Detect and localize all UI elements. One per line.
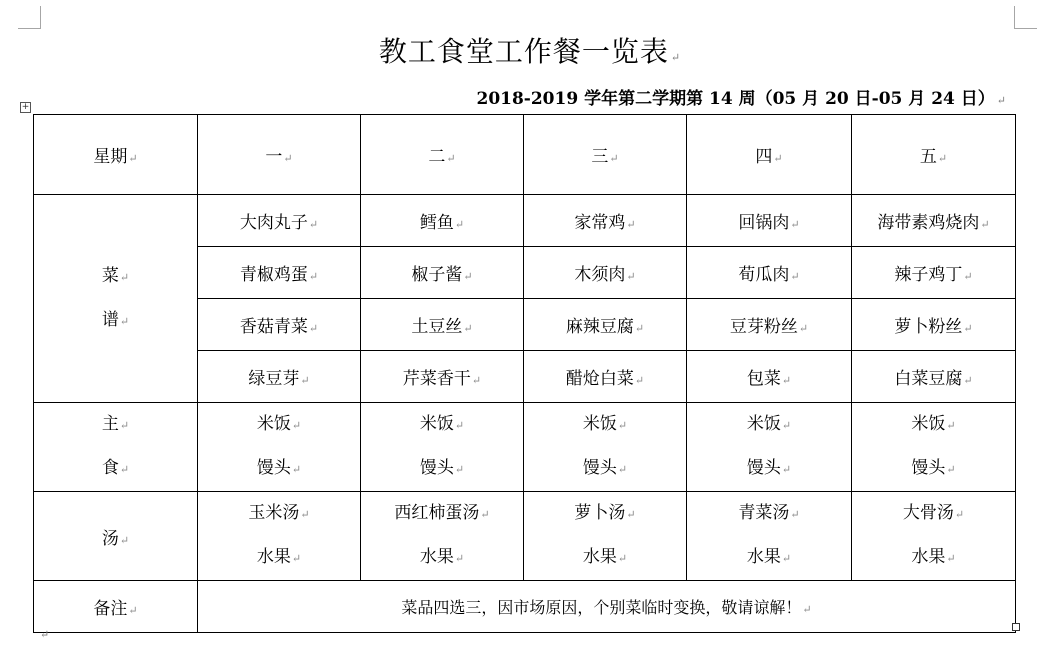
staple-label-cell-line bbox=[34, 403, 197, 447]
paragraph-mark-icon: ↵ bbox=[617, 463, 628, 476]
dish-cell[interactable] bbox=[524, 195, 687, 247]
dish-cell-text: 辣子鸡丁 bbox=[894, 265, 963, 285]
staple-cell-text: 馒头 bbox=[582, 458, 617, 478]
paragraph-mark-icon: ↵ bbox=[119, 463, 130, 476]
soup-cell-text: 水果 bbox=[746, 547, 781, 567]
header-day-cell[interactable] bbox=[524, 115, 687, 195]
note-text-cell-text: 菜品四选三，因市场原因，个别菜临时变换，敬请谅解！ bbox=[401, 598, 802, 617]
soup-cell-text: 玉米汤 bbox=[248, 503, 300, 523]
dish-cell-text: 萝卜粉丝 bbox=[894, 317, 963, 337]
staple-row bbox=[34, 403, 1016, 492]
dish-cell[interactable] bbox=[687, 247, 852, 299]
dishes-label-cell[interactable] bbox=[34, 195, 198, 403]
dishes-label-cell-line bbox=[34, 255, 197, 299]
dish-cell-text: 土豆丝 bbox=[411, 317, 463, 337]
dish-cell[interactable] bbox=[852, 299, 1016, 351]
staple-cell-text: 米饭 bbox=[419, 414, 454, 434]
note-label-cell-text: 备注 bbox=[93, 599, 128, 619]
soup-label-cell[interactable] bbox=[34, 492, 198, 581]
dish-cell[interactable] bbox=[198, 195, 361, 247]
paragraph-mark-icon: ↵ bbox=[300, 374, 310, 387]
paragraph-mark-icon: ↵ bbox=[798, 322, 809, 335]
dish-cell[interactable] bbox=[524, 351, 687, 403]
paragraph-mark-icon: ↵ bbox=[781, 463, 792, 476]
dish-cell[interactable] bbox=[198, 247, 361, 299]
dish-cell-text: 包菜 bbox=[746, 369, 781, 389]
paragraph-mark-icon: ↵ bbox=[617, 419, 628, 432]
dish-cell-text: 醋炝白菜 bbox=[565, 369, 634, 389]
page-margin-corner-top-right bbox=[1014, 6, 1037, 29]
paragraph-mark-icon: ↵ bbox=[996, 94, 1006, 107]
paragraph-mark-icon: ↵ bbox=[946, 419, 956, 432]
paragraph-mark-icon: ↵ bbox=[946, 552, 956, 565]
staple-cell-text: 馒头 bbox=[746, 458, 781, 478]
paragraph-mark-icon: ↵ bbox=[454, 419, 465, 432]
dish-row bbox=[34, 195, 1016, 247]
header-weekday-label[interactable] bbox=[34, 115, 198, 195]
document-subtitle-text: 2018-2019 学年第二学期第 14 周（05 月 20 日-05 月 24 日） bbox=[476, 89, 995, 109]
staple-cell-text: 馒头 bbox=[911, 458, 946, 478]
paragraph-mark-icon: ↵ bbox=[626, 218, 636, 231]
staple-cell-line bbox=[361, 447, 523, 491]
paragraph-mark-icon: ↵ bbox=[980, 218, 990, 231]
dish-cell-text: 鳕鱼 bbox=[419, 213, 454, 233]
staple-label-cell-text: 食 bbox=[101, 458, 119, 478]
paragraph-mark-icon: ↵ bbox=[626, 270, 636, 283]
dish-cell-text: 麻辣豆腐 bbox=[565, 317, 634, 337]
paragraph-mark-icon: ↵ bbox=[454, 463, 465, 476]
paragraph-mark-icon: ↵ bbox=[308, 218, 319, 231]
staple-cell-text: 馒头 bbox=[256, 458, 291, 478]
note-text-cell[interactable] bbox=[198, 581, 1016, 633]
paragraph-mark-icon: ↵ bbox=[609, 152, 619, 165]
dish-cell[interactable] bbox=[687, 299, 852, 351]
header-day-cell-text: 五 bbox=[919, 147, 937, 167]
staple-cell-line bbox=[524, 447, 686, 491]
header-day-cell-text: 一 bbox=[265, 147, 283, 167]
soup-cell-text: 水果 bbox=[911, 547, 946, 567]
staple-cell-line bbox=[198, 447, 360, 491]
soup-cell[interactable] bbox=[361, 492, 524, 581]
paragraph-mark-icon: ↵ bbox=[463, 322, 473, 335]
staple-cell-line bbox=[852, 403, 1015, 447]
dish-cell-text: 回锅肉 bbox=[738, 213, 790, 233]
staple-cell-text: 馒头 bbox=[419, 458, 454, 478]
paragraph-mark-icon: ↵ bbox=[617, 552, 628, 565]
header-day-cell-text: 三 bbox=[591, 147, 609, 167]
soup-cell[interactable] bbox=[852, 492, 1016, 581]
dish-cell[interactable] bbox=[361, 351, 524, 403]
dish-cell-text: 白菜豆腐 bbox=[894, 369, 963, 389]
dish-cell[interactable] bbox=[687, 195, 852, 247]
staple-cell[interactable] bbox=[524, 403, 687, 492]
paragraph-mark-icon: ↵ bbox=[790, 508, 800, 521]
paragraph-mark-icon: ↵ bbox=[937, 152, 948, 165]
page-margin-corner-top-left bbox=[18, 6, 41, 29]
menu-table bbox=[33, 114, 1016, 633]
dish-cell-text: 绿豆芽 bbox=[248, 369, 300, 389]
staple-label-cell-line bbox=[34, 447, 197, 491]
staple-cell-line bbox=[687, 403, 851, 447]
dish-cell-text: 香菇青菜 bbox=[239, 317, 308, 337]
staple-cell-text: 米饭 bbox=[582, 414, 617, 434]
paragraph-mark-icon: ↵ bbox=[954, 508, 965, 521]
staple-label-cell[interactable] bbox=[34, 403, 198, 492]
header-row bbox=[34, 115, 1016, 195]
paragraph-mark-icon: ↵ bbox=[119, 419, 130, 432]
paragraph-mark-icon: ↵ bbox=[40, 628, 50, 641]
paragraph-mark-icon: ↵ bbox=[963, 270, 973, 283]
dish-cell-text: 海带素鸡烧肉 bbox=[877, 213, 980, 233]
paragraph-mark-icon: ↵ bbox=[283, 152, 293, 165]
dish-cell[interactable] bbox=[524, 247, 687, 299]
dish-cell-text: 青椒鸡蛋 bbox=[239, 265, 308, 285]
soup-cell-text: 水果 bbox=[582, 547, 617, 567]
dish-cell[interactable] bbox=[687, 351, 852, 403]
staple-cell-line bbox=[198, 403, 360, 447]
staple-cell[interactable] bbox=[852, 403, 1016, 492]
header-day-cell-text: 四 bbox=[755, 147, 773, 167]
dish-cell-text: 荀瓜肉 bbox=[738, 265, 790, 285]
soup-cell-text: 萝卜汤 bbox=[574, 503, 626, 523]
header-day-cell[interactable] bbox=[687, 115, 852, 195]
paragraph-mark-icon: ↵ bbox=[781, 374, 792, 387]
soup-cell-line bbox=[687, 492, 851, 536]
dish-cell[interactable] bbox=[361, 299, 524, 351]
soup-cell[interactable] bbox=[687, 492, 852, 581]
header-day-cell[interactable] bbox=[198, 115, 361, 195]
paragraph-mark-icon: ↵ bbox=[308, 322, 319, 335]
staple-cell-line bbox=[852, 447, 1015, 491]
soup-cell-line bbox=[524, 536, 686, 580]
paragraph-mark-icon: ↵ bbox=[291, 552, 302, 565]
paragraph-mark-icon: ↵ bbox=[634, 374, 645, 387]
paragraph-mark-icon: ↵ bbox=[790, 218, 800, 231]
soup-cell-line bbox=[852, 492, 1015, 536]
staple-cell-text: 米饭 bbox=[256, 414, 291, 434]
paragraph-mark-icon: ↵ bbox=[463, 270, 473, 283]
paragraph-mark-icon: ↵ bbox=[781, 419, 792, 432]
note-label-cell[interactable] bbox=[34, 581, 198, 633]
soup-label-cell-text: 汤 bbox=[101, 528, 119, 549]
paragraph-mark-icon: ↵ bbox=[946, 463, 956, 476]
soup-cell-text: 水果 bbox=[256, 547, 291, 567]
paragraph-mark-icon: ↵ bbox=[119, 314, 130, 328]
dish-cell[interactable] bbox=[361, 247, 524, 299]
paragraph-mark-icon: ↵ bbox=[291, 419, 302, 432]
dish-cell-text: 豆芽粉丝 bbox=[729, 317, 798, 337]
table-move-handle-icon[interactable]: + bbox=[21, 102, 30, 112]
paragraph-mark-icon: ↵ bbox=[128, 152, 138, 165]
soup-cell-text: 大骨汤 bbox=[902, 503, 954, 523]
dish-cell[interactable] bbox=[198, 351, 361, 403]
soup-cell-text: 西红柿蛋汤 bbox=[394, 503, 480, 523]
table-resize-handle-icon[interactable] bbox=[1012, 623, 1020, 631]
dish-cell-text: 家常鸡 bbox=[574, 213, 626, 233]
soup-cell-line bbox=[198, 536, 360, 580]
paragraph-mark-icon: ↵ bbox=[119, 533, 130, 547]
soup-cell-line bbox=[361, 536, 523, 580]
paragraph-mark-icon: ↵ bbox=[790, 270, 800, 283]
dish-cell-text: 椒子酱 bbox=[411, 265, 463, 285]
staple-cell[interactable] bbox=[687, 403, 852, 492]
dish-cell-text: 芹菜香干 bbox=[402, 369, 471, 389]
soup-cell-line bbox=[524, 492, 686, 536]
paragraph-mark-icon: ↵ bbox=[454, 218, 465, 231]
paragraph-mark-icon: ↵ bbox=[308, 270, 319, 283]
paragraph-mark-icon: ↵ bbox=[802, 603, 812, 616]
header-day-cell[interactable] bbox=[361, 115, 524, 195]
soup-cell-text: 水果 bbox=[419, 547, 454, 567]
staple-cell[interactable] bbox=[198, 403, 361, 492]
soup-cell-text: 青菜汤 bbox=[738, 503, 790, 523]
paragraph-mark-icon: ↵ bbox=[963, 322, 973, 335]
paragraph-mark-icon: ↵ bbox=[781, 552, 792, 565]
soup-cell[interactable] bbox=[198, 492, 361, 581]
dish-cell[interactable] bbox=[198, 299, 361, 351]
staple-cell[interactable] bbox=[361, 403, 524, 492]
paragraph-mark-icon: ↵ bbox=[963, 374, 973, 387]
dish-cell[interactable] bbox=[852, 247, 1016, 299]
paragraph-mark-icon: ↵ bbox=[773, 152, 783, 165]
header-day-cell-text: 二 bbox=[428, 147, 446, 167]
paragraph-mark-icon: ↵ bbox=[446, 152, 456, 165]
staple-cell-text: 米饭 bbox=[746, 414, 781, 434]
paragraph-mark-icon: ↵ bbox=[626, 508, 636, 521]
dish-cell[interactable] bbox=[852, 195, 1016, 247]
dish-cell-text: 木须肉 bbox=[574, 265, 626, 285]
dish-cell[interactable] bbox=[852, 351, 1016, 403]
header-weekday-label-text: 星期 bbox=[93, 147, 128, 167]
paragraph-mark-icon: ↵ bbox=[670, 51, 682, 64]
soup-cell-line bbox=[361, 492, 523, 536]
staple-cell-line bbox=[361, 403, 523, 447]
paragraph-mark-icon: ↵ bbox=[300, 508, 310, 521]
dish-cell[interactable] bbox=[361, 195, 524, 247]
header-day-cell[interactable] bbox=[852, 115, 1016, 195]
dishes-label-cell-line bbox=[34, 299, 197, 343]
paragraph-mark-icon: ↵ bbox=[119, 270, 130, 284]
document-title bbox=[0, 30, 1060, 70]
soup-cell[interactable] bbox=[524, 492, 687, 581]
dishes-label-cell-text: 菜 bbox=[101, 265, 119, 286]
paragraph-mark-icon: ↵ bbox=[480, 508, 490, 521]
document-subtitle bbox=[476, 84, 1006, 109]
note-row bbox=[34, 581, 1016, 633]
paragraph-mark-icon: ↵ bbox=[634, 322, 645, 335]
dish-cell-text: 大肉丸子 bbox=[239, 213, 308, 233]
staple-cell-text: 米饭 bbox=[911, 414, 946, 434]
dish-cell[interactable] bbox=[524, 299, 687, 351]
paragraph-mark-icon: ↵ bbox=[128, 604, 138, 617]
document-title-text: 教工食堂工作餐一览表 bbox=[378, 35, 669, 68]
staple-cell-line bbox=[687, 447, 851, 491]
staple-cell-line bbox=[524, 403, 686, 447]
soup-row bbox=[34, 492, 1016, 581]
dishes-label-cell-text: 谱 bbox=[101, 309, 119, 330]
soup-cell-line bbox=[852, 536, 1015, 580]
paragraph-mark-icon: ↵ bbox=[291, 463, 302, 476]
soup-cell-line bbox=[198, 492, 360, 536]
paragraph-mark-icon: ↵ bbox=[454, 552, 465, 565]
paragraph-mark-icon: ↵ bbox=[471, 374, 482, 387]
soup-cell-line bbox=[687, 536, 851, 580]
staple-label-cell-text: 主 bbox=[101, 414, 119, 434]
